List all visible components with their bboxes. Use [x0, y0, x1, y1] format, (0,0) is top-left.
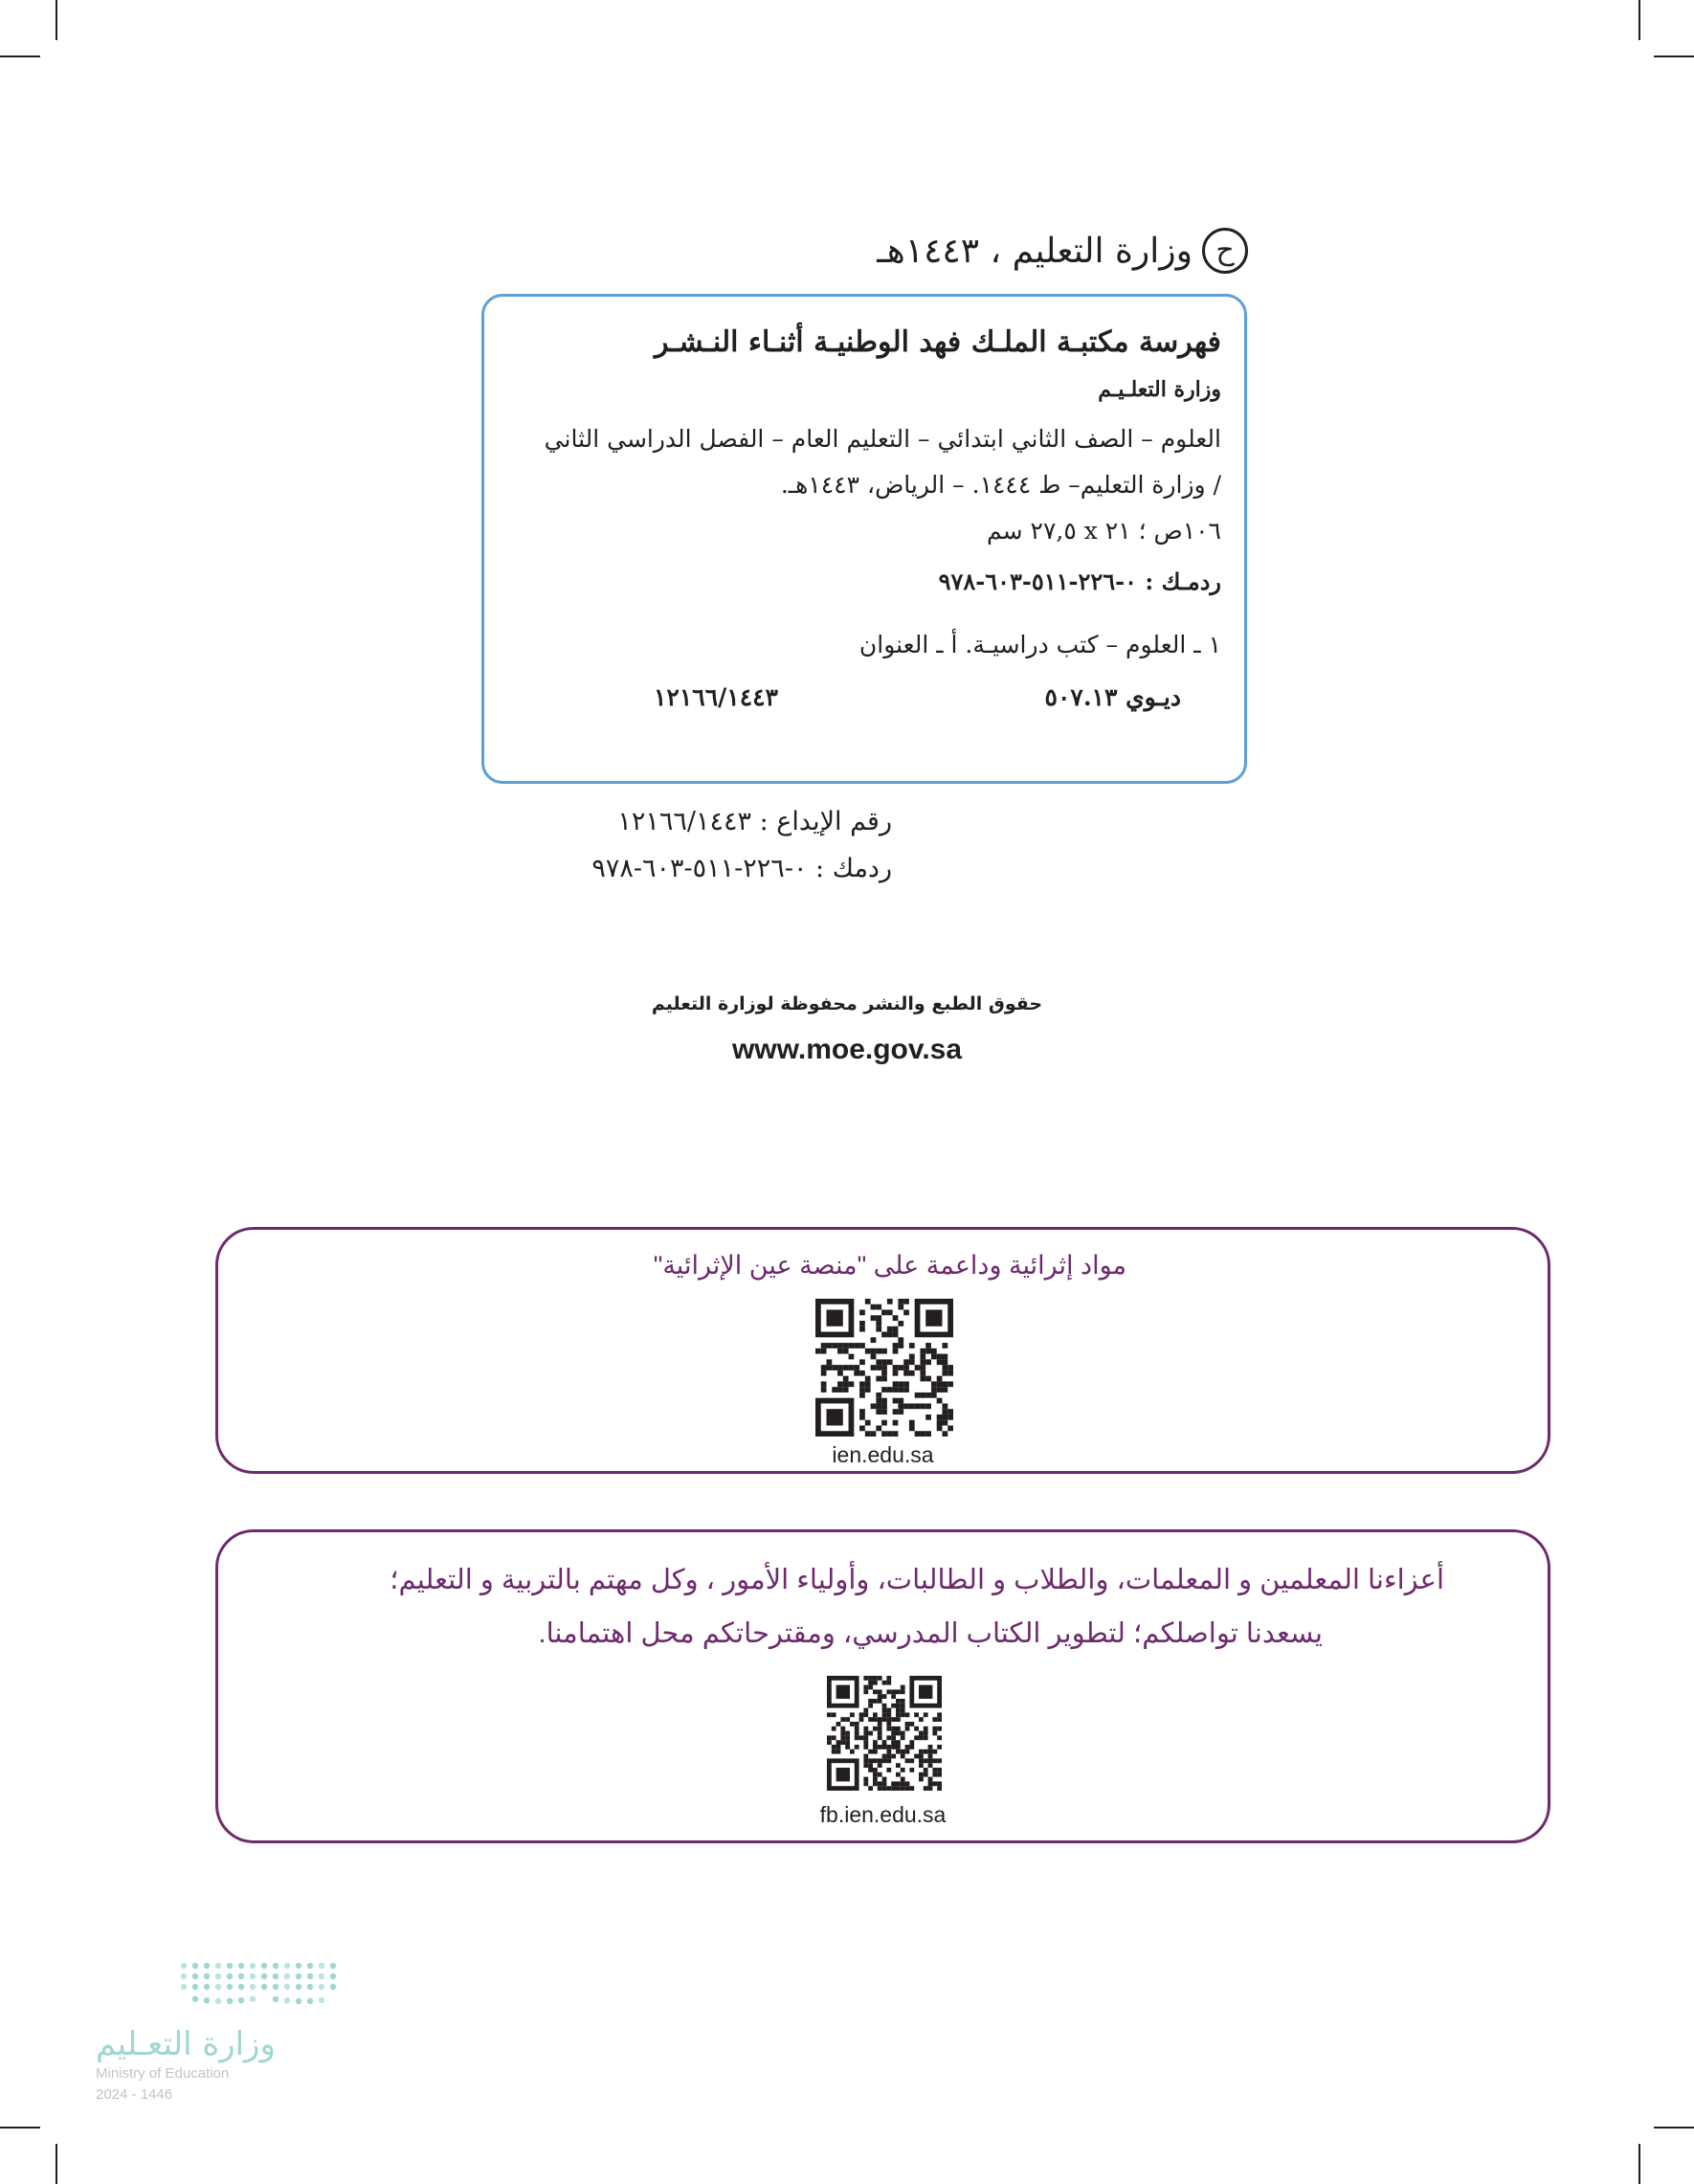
crop-mark: [1638, 0, 1640, 40]
catalog-line: ١٠٦ص ؛ ٢١ x ٢٧,٥ سم: [986, 517, 1221, 545]
crop-mark: [0, 2127, 40, 2128]
logo-english-text: Ministry of Education: [96, 2065, 230, 2082]
logo-arabic-text: وزارة التعـليم: [96, 2025, 276, 2063]
copyright-text: وزارة التعليم ، ١٤٤٣هـ: [877, 231, 1192, 271]
enrichment-text: مواد إثرائية وداعمة على "منصة عين الإثرائية": [653, 1251, 1126, 1280]
crop-mark: [0, 56, 40, 57]
crop-mark: [56, 0, 57, 40]
catalog-line: / وزارة التعليم– ط ١٤٤٤. – الرياض، ١٤٤٣هـ.: [780, 471, 1221, 499]
copyright-line: [727, 228, 1248, 274]
catalog-title: فهرسة مكتبـة الملـك فهد الوطنيـة أثنـاء النـشـر: [655, 325, 1221, 359]
qr-code[interactable]: [827, 1676, 942, 1791]
enrichment-url[interactable]: ien.edu.sa: [832, 1442, 934, 1467]
crop-mark: [1654, 56, 1694, 57]
rights-statement: حقوق الطبع والنشر محفوظة لوزارة التعليم: [651, 993, 1043, 1014]
enrichment-box: [215, 1227, 1550, 1474]
website-link[interactable]: www.moe.gov.sa: [731, 1034, 963, 1065]
catalog-author: وزارة التعلـيـم: [1098, 377, 1221, 402]
deposit-number: رقم الإيداع : ١٢١٦٦/١٤٤٣: [617, 807, 892, 836]
feedback-text: يسعدنا تواصلكم؛ لتطوير الكتاب المدرسي، ومقترحاتكم محل اهتمامنا.: [538, 1618, 1323, 1649]
catalog-dewey: ديـوي ٥٠٧.١٣: [1044, 683, 1181, 711]
catalog-line: العلوم – الصف الثاني ابتدائي – التعليم العام – الفصل الدراسي الثاني: [544, 425, 1221, 453]
logo-dots-icon: [176, 1956, 348, 2014]
isbn: ردمك : ٠-٢٢٦-٥١١-٦٠٣-٩٧٨: [591, 854, 892, 883]
crop-mark: [1638, 2144, 1640, 2184]
feedback-box: [215, 1529, 1550, 1843]
catalog-deposit-number: ١٢١٦٦/١٤٤٣: [654, 683, 778, 711]
qr-code[interactable]: [815, 1299, 953, 1437]
cataloging-box: [481, 294, 1247, 784]
copyright-symbol: ح: [1202, 228, 1248, 274]
catalog-subjects: ١ ـ العلوم – كتب دراسيـة. أ ـ العنوان: [858, 631, 1221, 658]
ministry-logo: [92, 1950, 360, 2123]
logo-year: 2024 - 1446: [96, 2086, 173, 2103]
crop-mark: [56, 2144, 57, 2184]
feedback-url[interactable]: fb.ien.edu.sa: [819, 1802, 947, 1827]
catalog-isbn: ردمـك : ٠-٢٢٦-٥١١-٦٠٣-٩٧٨: [938, 568, 1221, 595]
feedback-text: أعزاءنا المعلمين و المعلمات، والطلاب و الطالبات، وأولياء الأمور ، وكل مهتم بالتربية و التعليم؛: [390, 1565, 1444, 1595]
crop-mark: [1654, 2127, 1694, 2128]
